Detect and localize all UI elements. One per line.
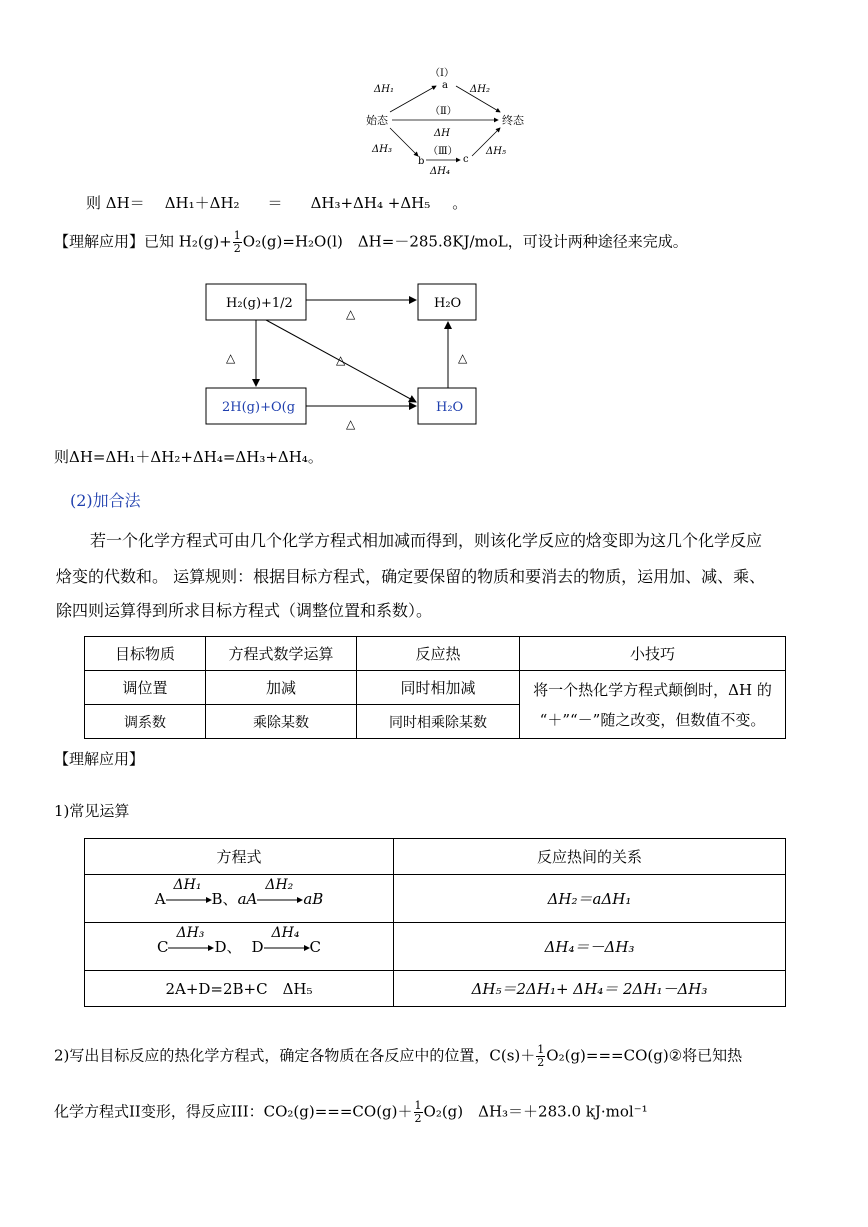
table2-equation-cell: 2A+D=2B+C ΔH₅ [85, 971, 394, 1007]
dH4-label: ΔH₄ [430, 166, 450, 177]
table1-cell: 同时相乘除某数 [357, 705, 520, 739]
delta-diagonal: △ [336, 353, 346, 367]
table2-relation-cell: ΔH₅＝2ΔH₁+ ΔH₄＝ 2ΔH₁－ΔH₃ [394, 971, 786, 1007]
path-diagram-1 [360, 62, 550, 182]
path-II-label: （Ⅱ） [430, 106, 457, 117]
table1-cell: 加减 [206, 671, 357, 705]
apply-label-2: 【理解应用】 [54, 750, 145, 768]
delta-left: △ [226, 351, 236, 365]
arrow-start-to-b [390, 128, 418, 156]
table1-cell: 调位置 [85, 671, 206, 705]
table1-header: 反应热 [357, 637, 520, 671]
paragraph-line-2: 焓变的代数和。 运算规则：根据目标方程式，确定要保留的物质和要消去的物质，运用加、减、乘、 [56, 567, 766, 586]
box-atoms-label: 2H(g)+O(g [222, 400, 296, 415]
table1-header: 目标物质 [85, 637, 206, 671]
table2-relation-cell: ΔH₄＝－ΔH₃ [394, 923, 786, 971]
table1-header: 方程式数学运算 [206, 637, 357, 671]
apply-label: 【理解应用】 [54, 232, 145, 251]
half-fraction: $\frac{1}{2}$ [414, 1099, 422, 1125]
dH5-label: ΔH₅ [486, 146, 506, 157]
hess-path-1: ΔH₁＋ΔH₂ [164, 194, 240, 212]
operations-table [84, 838, 786, 1007]
node-c: c [463, 154, 469, 165]
table1-cell: 同时相加减 [357, 671, 520, 705]
node-a: a [442, 80, 448, 91]
hess-end: 。 [452, 194, 468, 212]
path-III-label: （Ⅲ） [428, 146, 458, 157]
end-state: 终态 [502, 114, 524, 127]
subsection-2-line-1: 2)写出目标反应的热化学方程式，确定各物质在各反应中的位置，C(s)＋ $\frac{1}{2}$ O₂(g)===CO(g)②将已知热 [54, 1043, 743, 1069]
half-fraction: $\frac{1}{2}$ [537, 1043, 545, 1069]
hess-path-2: ΔH₃+ΔH₄ +ΔH₅ [310, 194, 431, 212]
dH-label: ΔH [434, 128, 450, 139]
dH2-label: ΔH₂ [470, 84, 490, 95]
hess-prefix: 则 ΔH＝ [86, 194, 145, 212]
rules-table [84, 636, 786, 739]
start-state: 始态 [366, 114, 388, 127]
table2-header: 方程式 [85, 839, 394, 875]
apply-text-b: O₂(g)=H₂O(l) ΔH=－285.8KJ/moL，可设计两种途径来完成。 [242, 232, 688, 251]
pathway-diagram-2 [200, 278, 490, 438]
subsection-2-line-2: 化学方程式II变形，得反应III：CO₂(g)===CO(g)＋ $\frac{1}{2}$ O₂(g) ΔH₃＝＋283.0 kJ·mol⁻¹ [54, 1099, 648, 1125]
table2-header: 反应热间的关系 [394, 839, 786, 875]
table1-tip-cell [520, 671, 786, 739]
hess-equals: ＝ [267, 194, 283, 212]
delta-top: △ [346, 307, 356, 321]
table1-cell: 调系数 [85, 705, 206, 739]
tip-line-1: 将一个热化学方程式颠倒时，ΔH 的 [533, 680, 772, 699]
table1-header: 小技巧 [520, 637, 786, 671]
apply-line-1 [54, 230, 688, 255]
apply-text-a: 已知 H₂(g)+ [144, 232, 232, 251]
dH1-label: ΔH₁ [374, 84, 394, 95]
box-product-top-label: H₂O [434, 296, 462, 311]
path-I-label: （Ⅰ） [430, 68, 454, 79]
table2-relation-cell: ΔH₂＝aΔH₁ [394, 875, 786, 923]
hess-equation-line [86, 192, 467, 213]
dH3-label: ΔH₃ [372, 144, 392, 155]
paragraph-line-1: 若一个化学方程式可由几个化学方程式相加减而得到，则该化学反应的焓变即为这几个化学反应 [90, 531, 763, 550]
box-product-bottom-label: H₂O [436, 400, 464, 415]
node-b: b [418, 156, 425, 167]
tip-line-2: “＋”“－”随之改变，但数值不变。 [539, 710, 766, 729]
subsection-1-heading: 1)常见运算 [54, 802, 130, 820]
paragraph-line-3: 除四则运算得到所求目标方程式（调整位置和系数）。 [56, 601, 433, 620]
table2-equation-cell: C ΔH₃ D、 D ΔH₄ C [85, 923, 394, 971]
table2-equation-cell: A ΔH₁ B、aA ΔH₂ aB [85, 875, 394, 923]
section-heading: (2)加合法 [70, 491, 141, 510]
box-reactants-label: H₂(g)+1/2 [226, 296, 293, 311]
delta-bottom: △ [346, 417, 356, 431]
half-fraction: $\frac{1}{2}$ [233, 229, 241, 255]
delta-right: △ [458, 351, 468, 365]
table1-cell: 乘除某数 [206, 705, 357, 739]
enthalpy-sum-line: 则ΔH=ΔH₁＋ΔH₂+ΔH₄=ΔH₃+ΔH₄。 [54, 448, 323, 466]
